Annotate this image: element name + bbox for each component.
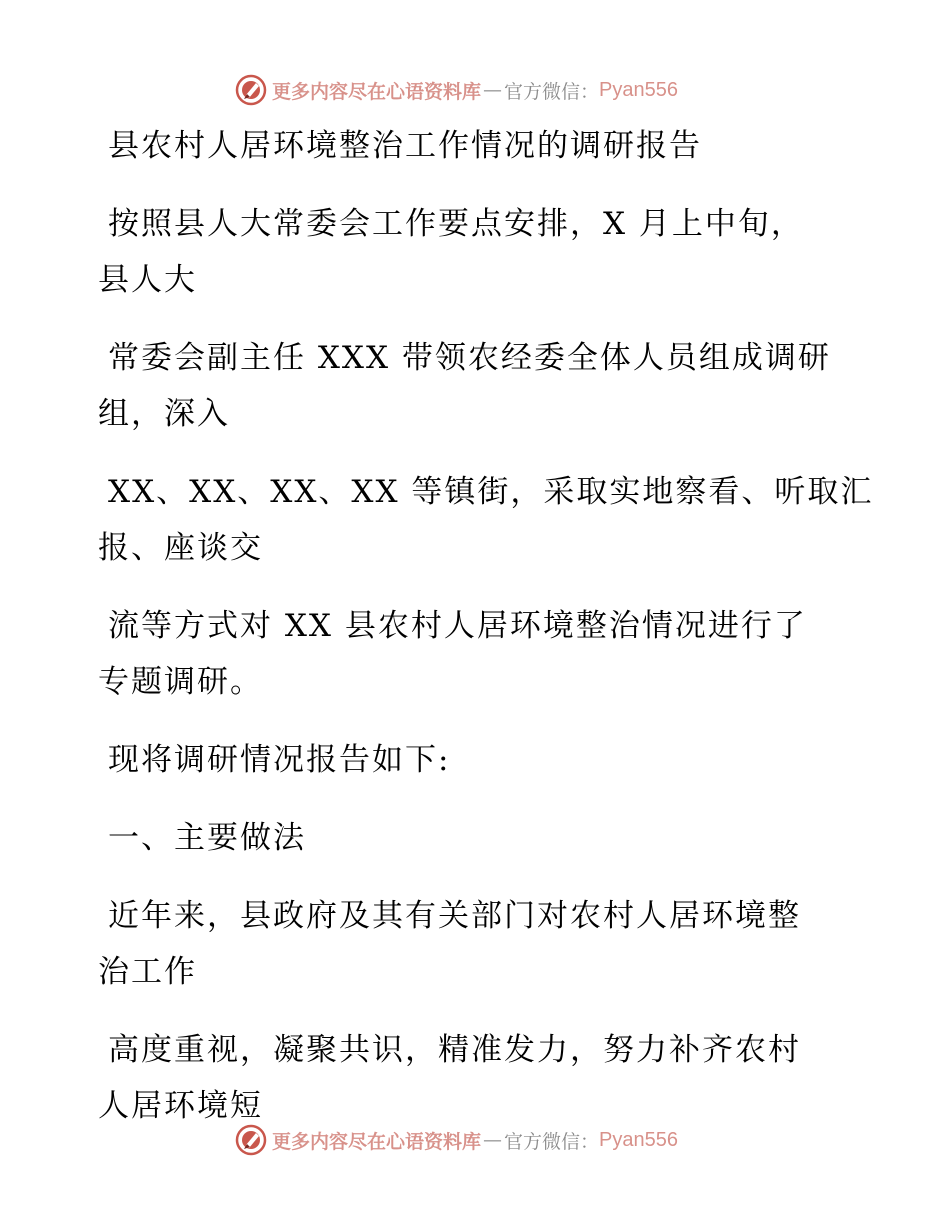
footer-watermark — [234, 1122, 678, 1158]
paragraph-line: 人居环境短 — [98, 1088, 263, 1124]
paragraph-line: 高度重视，凝聚共识，精准发力，努力补齐农村 — [108, 1032, 801, 1068]
paragraph-line: 现将调研情况报告如下: — [108, 742, 451, 778]
pen-nib-logo-icon — [234, 73, 268, 107]
document-title: 县农村人居环境整治工作情况的调研报告 — [108, 128, 702, 164]
paragraph-line: 近年来，县政府及其有关部门对农村人居环境整 — [108, 898, 801, 934]
section-heading: 一、主要做法 — [108, 820, 306, 856]
paragraph-line: XX、XX、XX、XX 等镇街，采取实地察看、听取汇 — [108, 474, 874, 510]
paragraph-line: 流等方式对 XX 县农村人居环境整治情况进行了 — [108, 608, 807, 644]
watermark-dash: — — [483, 79, 503, 101]
watermark-wechat-id: Pyan556 — [599, 1128, 678, 1151]
watermark-site-text: 更多内容尽在心语资料库 — [272, 1130, 482, 1153]
paragraph-line: 专题调研。 — [98, 664, 263, 700]
pen-nib-logo-icon — [234, 1123, 268, 1157]
paragraph-line: 按照县人大常委会工作要点安排，X 月上中旬， — [108, 206, 804, 242]
watermark-wechat-label: 官方微信： — [504, 1130, 600, 1153]
header-watermark — [234, 72, 678, 108]
paragraph-line: 县人大 — [98, 262, 197, 298]
paragraph-line: 报、座谈交 — [98, 530, 263, 566]
document-body — [98, 118, 874, 1134]
paragraph-line: 组，深入 — [98, 396, 230, 432]
watermark-wechat-label: 官方微信： — [504, 80, 600, 103]
watermark-wechat-id: Pyan556 — [599, 78, 678, 101]
paragraph-line: 治工作 — [98, 954, 197, 990]
watermark-site-text: 更多内容尽在心语资料库 — [272, 80, 482, 103]
paragraph-line: 常委会副主任 XXX 带领农经委全体人员组成调研 — [108, 340, 831, 376]
watermark-dash: — — [483, 1129, 503, 1151]
